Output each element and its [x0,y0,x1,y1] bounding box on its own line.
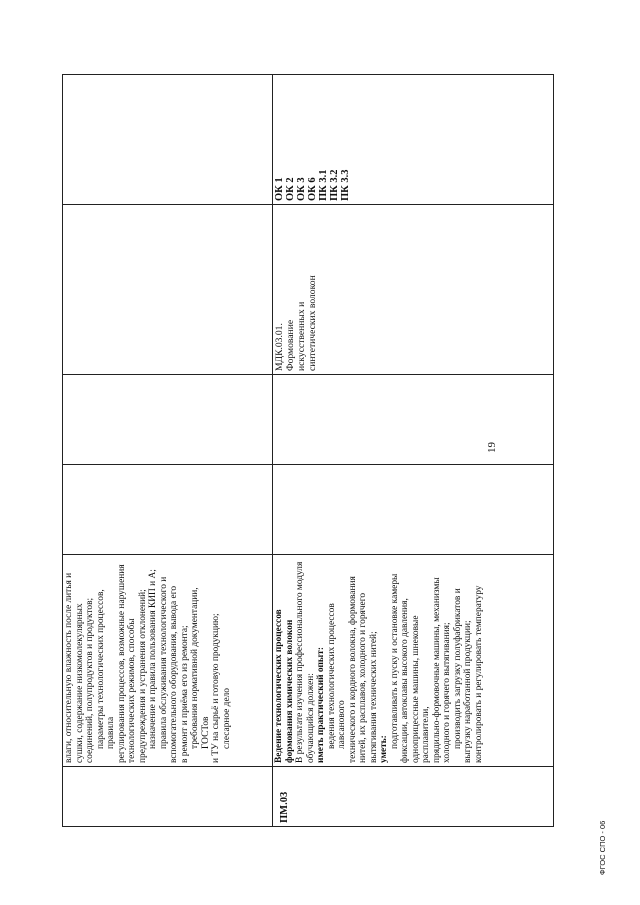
module-content [274,558,484,763]
curriculum-table [62,74,554,827]
content-line: параметры технологических процессов, правила [95,589,116,749]
content-line: соединений, полупродуктов и продуктов; [85,597,95,763]
mdk-line: искусственных и [296,301,307,371]
competency-cell [273,75,554,205]
mdk-line: синтетических волокон [307,275,318,371]
competency-list [274,78,351,201]
hours-cell [63,465,273,555]
content-line: требования нормативной документации, ГОСТов [190,587,211,749]
content-line: технологических режимов, способы [127,618,137,763]
content-line: выгрузку наработанной продукции; [463,620,473,763]
competency-code: ПК 3.2 [329,169,340,201]
module-code: ПМ.03 [279,791,290,823]
module-code-cell [273,767,554,827]
content-line: технического и кордного волокна, формования [347,576,358,763]
content-line: обучающийся должен: [305,673,316,763]
content-line: фиксации, автоклавы высокого давления, [400,598,410,763]
content-line: слесарное дело [221,688,232,749]
content-line: влаги, относительную влажность после литья и [64,572,74,763]
content-line: регулирования процессов, возможные нарушения [116,564,127,763]
content-line: и ТУ на сырьё и готовую продукцию; [211,613,221,763]
content-line: правила обслуживания технологического и [158,576,169,749]
content-line: предупреждения и устранения отклонений; [137,589,148,763]
competency-code: ПК 3.1 [318,169,329,201]
mdk-line: МДК.03.01. [274,323,285,371]
page-number: 19 [486,442,498,453]
competency-code: ОК 1 [274,177,285,201]
content-line: В результате изучения профессионального модуля [295,561,305,763]
content-line: производить загрузку полуфабрикатов и [452,588,463,749]
content-line: ведения технологических процессов лавсанового [326,603,347,749]
table-row-pm03 [273,75,554,827]
content-line: вспомогательного оборудования, вывода его [169,585,179,763]
mdk-title [274,208,318,371]
content-line: контролировать и регулировать температуру [473,585,484,763]
content-line: в ремонт и приёма его из ремонта; [179,625,190,763]
module-title: формования химических волокон [284,619,295,763]
mdk-line: Формование [285,319,296,371]
module-title: Ведение технологических процессов [274,609,284,763]
competency-code: ОК 3 [296,177,307,201]
content-line: холодного и горячего вытягивания; [442,622,452,763]
content-line: вытягивания технических нитей; [368,631,379,763]
module-code-cell [63,767,273,827]
experience-heading: иметь практический опыт: [316,647,326,763]
footer-label: ФГОС СПО - 06 [598,820,607,875]
hours-cell [63,375,273,465]
mdk-cell [273,205,554,375]
mdk-cell [63,205,273,375]
hours-cell [273,465,554,555]
content-line: назначение и правила пользования КИП и А; [148,569,158,749]
content-line: подготавливать к пуску и остановке камеры [389,573,400,749]
competency-code: ПК 3.3 [340,169,351,201]
content-line: нитей, их расплавов, холодного и горячего [358,592,368,763]
content-line: сушки, содержание низкомолекулярных [74,603,85,763]
module-content [64,558,232,763]
competency-code: ОК 6 [307,177,318,201]
module-content-cell [63,555,273,767]
module-content-cell [273,555,554,767]
competency-cell [63,75,273,205]
hours-cell [273,375,554,465]
table-row-continued [63,75,273,827]
content-line: прядильно-формовочные машины, механизмы [431,577,442,763]
skills-heading: уметь: [379,735,389,763]
content-line: одноприцессные машины, шнековые расплавители, [410,615,431,763]
competency-code: ОК 2 [285,177,296,201]
